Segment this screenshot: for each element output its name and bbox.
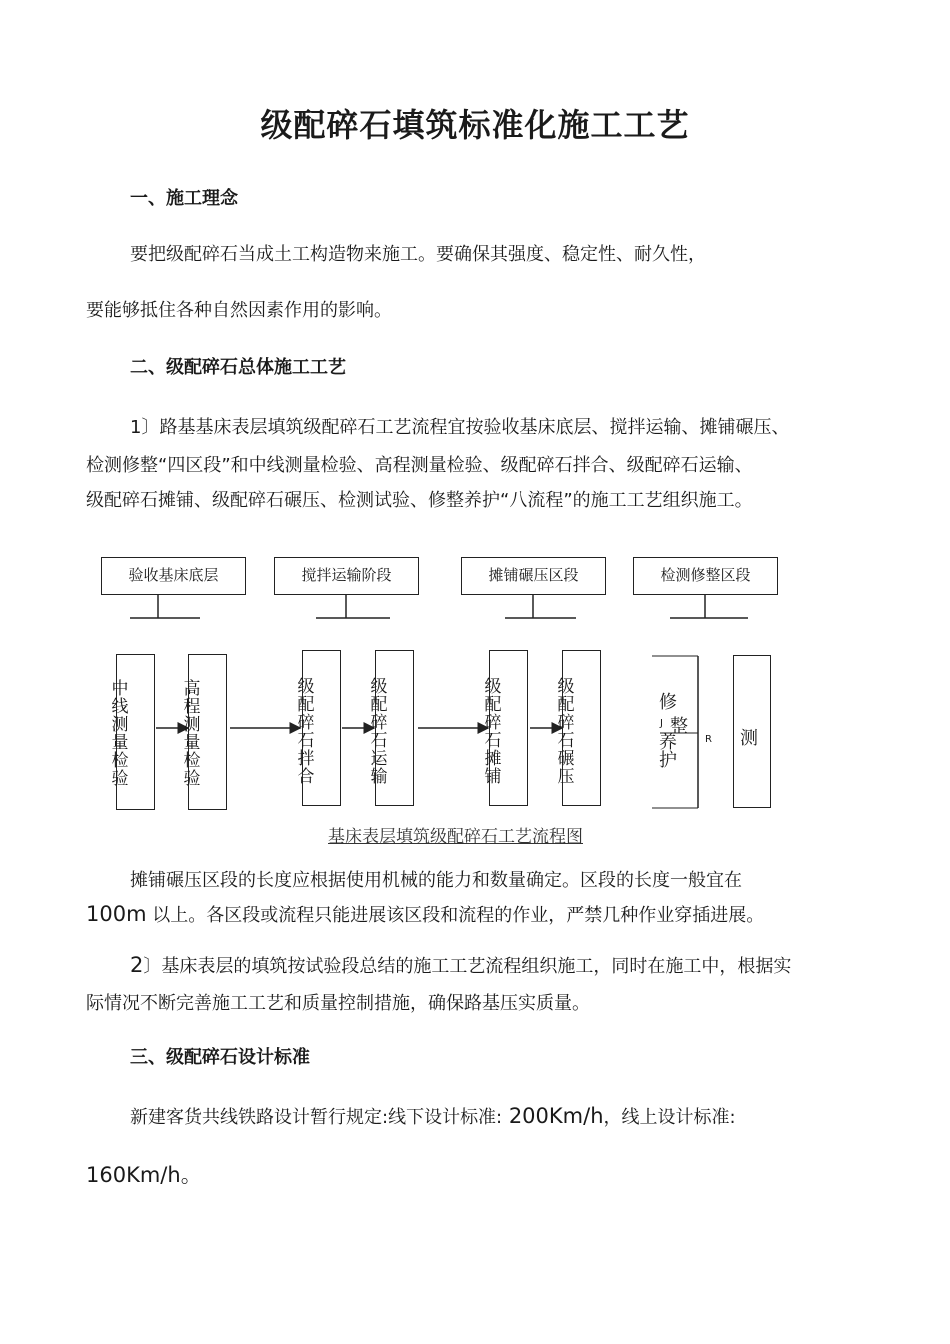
paragraph-line: 要能够抵住各种自然因素作用的影响。 <box>86 300 392 321</box>
paragraph-line: 要把级配碎石当成土工构造物来施工。要确保其强度、稳定性、耐久性， <box>130 244 706 265</box>
small-r-label: R <box>705 734 712 745</box>
section-heading-3: 三、级配碎石设计标准 <box>130 1047 310 1068</box>
step-label: 级配碎石运输 <box>370 677 388 787</box>
paragraph-line: 际情况不断完善施工工艺和质量控制措施，确保路基压实质量。 <box>86 993 590 1014</box>
step-label: 级配碎石碾压 <box>557 677 575 787</box>
repair-small-j: J <box>660 718 663 729</box>
paragraph-line: 以上。各区段或流程只能进展该区段和流程的作业，严禁几种作业穿插进展。 <box>146 905 765 926</box>
speed-value: 160Km/h。 <box>86 1163 202 1187</box>
stage-box: 检测修整区段 <box>633 557 778 595</box>
stage-box: 摊铺碾压区段 <box>461 557 606 595</box>
flowchart-caption: 基床表层填筑级配碎石工艺流程图 <box>328 827 583 847</box>
step-label: 级配碎石摊铺 <box>484 677 502 787</box>
paragraph-line: 新建客货共线铁路设计暂行规定:线下设计标准: <box>130 1107 503 1128</box>
repair-char: 护 <box>659 750 677 771</box>
stage-box: 搅拌运输阶段 <box>274 557 419 595</box>
repair-char: 修 <box>659 692 677 713</box>
step-label: 高程测量检验 <box>183 679 201 789</box>
step-label: 中线测量检验 <box>111 679 129 789</box>
length-value: 100m <box>86 902 147 926</box>
repair-char: 整 <box>670 716 688 737</box>
speed-value: 200Km/h <box>502 1104 604 1128</box>
section-heading-2: 二、级配碎石总体施工工艺 <box>130 357 346 378</box>
section-heading-1: 一、施工理念 <box>130 188 238 209</box>
paragraph-line: ，线上设计标准: <box>603 1107 736 1128</box>
paragraph-line: 〕基床表层的填筑按试验段总结的施工工艺流程组织施工，同时在施工中，根据实 <box>143 956 792 977</box>
paragraph-line: 级配碎石摊铺、级配碎石碾压、检测试验、修整养护“八流程”的施工工艺组织施工。 <box>86 490 753 511</box>
page-title: 级配碎石填筑标准化施工工艺 <box>260 106 690 144</box>
paragraph-line: 1〕路基基床表层填筑级配碎石工艺流程宜按验收基床底层、搅拌运输、摊铺碾压、 <box>130 417 790 438</box>
repair-char: 养 <box>659 732 677 753</box>
item-number: 2 <box>130 953 144 977</box>
test-label: 测 <box>740 728 758 749</box>
stage-box: 验收基床底层 <box>101 557 246 595</box>
step-label: 级配碎石拌合 <box>297 677 315 787</box>
paragraph-line: 检测修整“四区段”和中线测量检验、高程测量检验、级配碎石拌合、级配碎石运输、 <box>86 455 753 476</box>
paragraph-line: 摊铺碾压区段的长度应根据使用机械的能力和数量确定。区段的长度一般宜在 <box>130 870 742 891</box>
